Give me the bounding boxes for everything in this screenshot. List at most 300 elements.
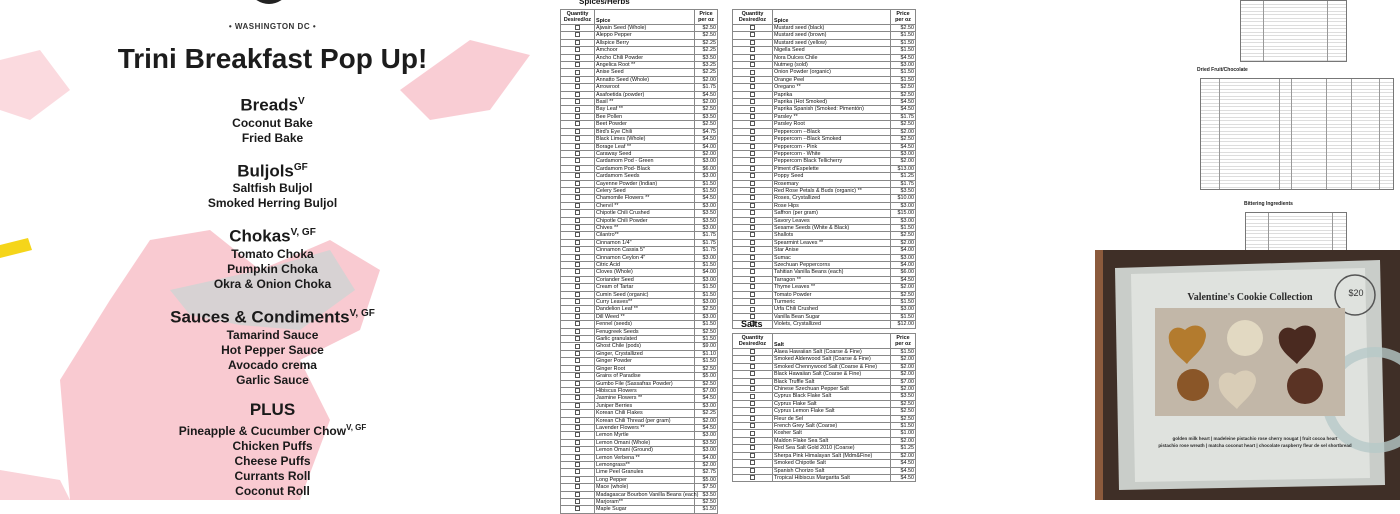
quantity-cell[interactable] xyxy=(561,491,595,498)
checkbox-icon[interactable] xyxy=(575,255,580,260)
quantity-cell[interactable] xyxy=(733,378,773,385)
checkbox-icon[interactable] xyxy=(750,284,755,289)
checkbox-icon[interactable] xyxy=(575,440,580,445)
checkbox-icon[interactable] xyxy=(575,299,580,304)
quantity-cell[interactable] xyxy=(561,173,595,180)
checkbox-icon[interactable] xyxy=(750,70,755,75)
checkbox-icon[interactable] xyxy=(750,401,755,406)
checkbox-icon[interactable] xyxy=(575,484,580,489)
quantity-cell[interactable] xyxy=(561,202,595,209)
table-row xyxy=(733,187,916,194)
quantity-cell[interactable] xyxy=(733,202,773,209)
table-row xyxy=(733,91,916,98)
quantity-cell[interactable] xyxy=(561,306,595,313)
checkbox-icon[interactable] xyxy=(575,121,580,126)
item-name: Juniper Berries xyxy=(595,402,695,409)
quantity-cell[interactable] xyxy=(733,371,773,378)
quantity-cell[interactable] xyxy=(561,150,595,157)
checkbox-icon[interactable] xyxy=(575,269,580,274)
checkbox-icon[interactable] xyxy=(575,158,580,163)
checkbox-icon[interactable] xyxy=(750,181,755,186)
checkbox-icon[interactable] xyxy=(575,344,580,349)
checkbox-icon[interactable] xyxy=(575,166,580,171)
quantity-cell[interactable] xyxy=(561,143,595,150)
table-row xyxy=(561,439,718,446)
checkbox-icon[interactable] xyxy=(575,151,580,156)
col-price: Price per oz xyxy=(891,334,916,349)
quantity-cell[interactable] xyxy=(561,432,595,439)
checkbox-icon[interactable] xyxy=(750,151,755,156)
checkbox-icon[interactable] xyxy=(575,40,580,45)
checkbox-icon[interactable] xyxy=(575,403,580,408)
quantity-cell[interactable] xyxy=(561,469,595,476)
checkbox-icon[interactable] xyxy=(750,438,755,443)
quantity-cell[interactable] xyxy=(561,210,595,217)
checkbox-icon[interactable] xyxy=(750,394,755,399)
checkbox-icon[interactable] xyxy=(750,292,755,297)
checkbox-icon[interactable] xyxy=(750,408,755,413)
checkbox-icon[interactable] xyxy=(575,55,580,60)
checkbox-icon[interactable] xyxy=(575,381,580,386)
quantity-cell[interactable] xyxy=(733,306,773,313)
checkbox-icon[interactable] xyxy=(750,225,755,230)
checkbox-icon[interactable] xyxy=(575,240,580,245)
quantity-cell[interactable] xyxy=(561,128,595,135)
quantity-cell[interactable] xyxy=(561,365,595,372)
item-price: $2.50 xyxy=(695,32,718,39)
item-price: $3.00 xyxy=(695,402,718,409)
checkbox-icon[interactable] xyxy=(750,349,755,354)
checkbox-icon[interactable] xyxy=(750,277,755,282)
quantity-cell[interactable] xyxy=(561,380,595,387)
quantity-cell[interactable] xyxy=(561,395,595,402)
checkbox-icon[interactable] xyxy=(750,453,755,458)
item-name: Vanilla Bean Sugar xyxy=(773,313,891,320)
quantity-cell[interactable] xyxy=(733,363,773,370)
quantity-cell[interactable] xyxy=(561,25,595,32)
item-name: Peppercorn --Black xyxy=(773,128,891,135)
item-price: $13.00 xyxy=(891,165,916,172)
quantity-cell[interactable] xyxy=(733,39,773,46)
quantity-cell[interactable] xyxy=(561,32,595,39)
checkbox-icon[interactable] xyxy=(575,499,580,504)
table-row xyxy=(561,299,718,306)
checkbox-icon[interactable] xyxy=(750,40,755,45)
quantity-cell[interactable] xyxy=(561,187,595,194)
checkbox-icon[interactable] xyxy=(575,351,580,356)
checkbox-icon[interactable] xyxy=(575,506,580,511)
item-price: $2.50 xyxy=(695,365,718,372)
city-label: • WASHINGTON DC • xyxy=(228,22,317,31)
checkbox-icon[interactable] xyxy=(575,358,580,363)
quantity-cell[interactable] xyxy=(733,284,773,291)
checkbox-icon[interactable] xyxy=(575,477,580,482)
quantity-cell[interactable] xyxy=(733,386,773,393)
checkbox-icon[interactable] xyxy=(750,144,755,149)
quantity-cell[interactable] xyxy=(561,269,595,276)
spices-heading: Spices/Herbs xyxy=(579,0,630,6)
checkbox-icon[interactable] xyxy=(750,92,755,97)
checkbox-icon[interactable] xyxy=(750,307,755,312)
checkbox-icon[interactable] xyxy=(750,129,755,134)
item-name: Gumbo File (Sassafras Powder) xyxy=(595,380,695,387)
quantity-cell[interactable] xyxy=(733,106,773,113)
item-price: $1.50 xyxy=(695,336,718,343)
quantity-cell[interactable] xyxy=(561,461,595,468)
quantity-cell[interactable] xyxy=(561,350,595,357)
checkbox-icon[interactable] xyxy=(750,136,755,141)
checkbox-icon[interactable] xyxy=(750,386,755,391)
checkbox-icon[interactable] xyxy=(750,55,755,60)
quantity-cell[interactable] xyxy=(733,158,773,165)
quantity-cell[interactable] xyxy=(733,25,773,32)
quantity-cell[interactable] xyxy=(561,313,595,320)
quantity-cell[interactable] xyxy=(733,247,773,254)
checkbox-icon[interactable] xyxy=(750,475,755,480)
quantity-cell[interactable] xyxy=(561,387,595,394)
quantity-cell[interactable] xyxy=(733,128,773,135)
quantity-cell[interactable] xyxy=(561,336,595,343)
item-price: $2.50 xyxy=(891,408,916,415)
quantity-cell[interactable] xyxy=(561,424,595,431)
checkbox-icon[interactable] xyxy=(575,388,580,393)
quantity-cell[interactable] xyxy=(561,47,595,54)
checkbox-icon[interactable] xyxy=(575,410,580,415)
quantity-cell[interactable] xyxy=(733,121,773,128)
item-name: Nutmeg (sold) xyxy=(773,62,891,69)
quantity-cell[interactable] xyxy=(561,484,595,491)
checkbox-icon[interactable] xyxy=(750,240,755,245)
checkbox-icon[interactable] xyxy=(575,492,580,497)
checkbox-icon[interactable] xyxy=(750,416,755,421)
quantity-cell[interactable] xyxy=(733,54,773,61)
checkbox-icon[interactable] xyxy=(750,255,755,260)
quantity-cell[interactable] xyxy=(561,439,595,446)
quantity-cell[interactable] xyxy=(733,460,773,467)
checkbox-icon[interactable] xyxy=(575,284,580,289)
item-price: $4.50 xyxy=(695,395,718,402)
quantity-cell[interactable] xyxy=(733,113,773,120)
item-price: $1.50 xyxy=(891,313,916,320)
table-row xyxy=(733,121,916,128)
checkbox-icon[interactable] xyxy=(575,247,580,252)
quantity-cell[interactable] xyxy=(561,91,595,98)
checkbox-icon[interactable] xyxy=(575,25,580,30)
checkbox-icon[interactable] xyxy=(575,173,580,178)
item-name: Cinnamon 1/4" xyxy=(595,239,695,246)
quantity-cell[interactable] xyxy=(561,106,595,113)
quantity-cell[interactable] xyxy=(561,224,595,231)
checkbox-icon[interactable] xyxy=(575,262,580,267)
checkbox-icon[interactable] xyxy=(575,218,580,223)
checkbox-icon[interactable] xyxy=(750,62,755,67)
quantity-cell[interactable] xyxy=(733,217,773,224)
checkbox-icon[interactable] xyxy=(750,247,755,252)
item-name: Violets, Crystallized xyxy=(773,321,891,328)
checkbox-icon[interactable] xyxy=(575,203,580,208)
checkbox-icon[interactable] xyxy=(575,181,580,186)
quantity-cell[interactable] xyxy=(733,143,773,150)
quantity-cell[interactable] xyxy=(733,356,773,363)
quantity-cell[interactable] xyxy=(561,454,595,461)
checkbox-icon[interactable] xyxy=(575,92,580,97)
table-row xyxy=(733,143,916,150)
quantity-cell[interactable] xyxy=(561,291,595,298)
checkbox-icon[interactable] xyxy=(575,136,580,141)
checkbox-icon[interactable] xyxy=(575,418,580,423)
checkbox-icon[interactable] xyxy=(750,445,755,450)
quantity-cell[interactable] xyxy=(733,408,773,415)
item-price: $4.00 xyxy=(695,269,718,276)
quantity-cell[interactable] xyxy=(733,195,773,202)
checkbox-icon[interactable] xyxy=(575,77,580,82)
item-price: $3.00 xyxy=(695,313,718,320)
checkbox-icon[interactable] xyxy=(750,158,755,163)
quantity-cell[interactable] xyxy=(561,506,595,513)
table-row xyxy=(561,232,718,239)
quantity-cell[interactable] xyxy=(561,343,595,350)
quantity-cell[interactable] xyxy=(561,276,595,283)
checkbox-icon[interactable] xyxy=(575,314,580,319)
menu-item: Pumpkin Choka xyxy=(227,261,318,276)
quantity-cell[interactable] xyxy=(561,39,595,46)
checkbox-icon[interactable] xyxy=(750,99,755,104)
table-row xyxy=(733,195,916,202)
quantity-cell[interactable] xyxy=(561,99,595,106)
quantity-cell[interactable] xyxy=(733,254,773,261)
item-name: Urfa Chili Crushed xyxy=(773,306,891,313)
quantity-cell[interactable] xyxy=(733,430,773,437)
quantity-cell[interactable] xyxy=(561,158,595,165)
item-name: Fennel (seeds) xyxy=(595,321,695,328)
checkbox-icon[interactable] xyxy=(575,114,580,119)
checkbox-icon[interactable] xyxy=(575,232,580,237)
checkbox-icon[interactable] xyxy=(575,373,580,378)
checkbox-icon[interactable] xyxy=(575,107,580,112)
quantity-cell[interactable] xyxy=(733,423,773,430)
quantity-cell[interactable] xyxy=(561,321,595,328)
checkbox-icon[interactable] xyxy=(575,144,580,149)
quantity-cell[interactable] xyxy=(561,239,595,246)
checkbox-icon[interactable] xyxy=(750,32,755,37)
checkbox-icon[interactable] xyxy=(575,329,580,334)
quantity-cell[interactable] xyxy=(561,262,595,269)
quantity-cell[interactable] xyxy=(733,467,773,474)
checkbox-icon[interactable] xyxy=(575,210,580,215)
checkbox-icon[interactable] xyxy=(575,336,580,341)
item-price: $1.50 xyxy=(891,423,916,430)
item-name: Chipotle Chili Powder xyxy=(595,217,695,224)
item-name: Sesame Seeds (White & Black) xyxy=(773,224,891,231)
quantity-cell[interactable] xyxy=(733,415,773,422)
quantity-cell[interactable] xyxy=(733,47,773,54)
quantity-cell[interactable] xyxy=(733,452,773,459)
quantity-cell[interactable] xyxy=(561,195,595,202)
table-row xyxy=(561,350,718,357)
quantity-cell[interactable] xyxy=(733,299,773,306)
item-name: Lemon Verbena ** xyxy=(595,454,695,461)
checkbox-icon[interactable] xyxy=(575,366,580,371)
checkbox-icon[interactable] xyxy=(575,47,580,52)
table-row xyxy=(561,506,718,513)
item-name: Saffron (per gram) xyxy=(773,210,891,217)
checkbox-icon[interactable] xyxy=(750,262,755,267)
quantity-cell[interactable] xyxy=(561,180,595,187)
checkbox-icon[interactable] xyxy=(750,364,755,369)
checkbox-icon[interactable] xyxy=(750,232,755,237)
checkbox-icon[interactable] xyxy=(750,203,755,208)
item-name: Mustard seed (black) xyxy=(773,25,891,32)
checkbox-icon[interactable] xyxy=(750,269,755,274)
checkbox-icon[interactable] xyxy=(750,173,755,178)
checkbox-icon[interactable] xyxy=(750,25,755,30)
item-price: $3.00 xyxy=(891,254,916,261)
checkbox-icon[interactable] xyxy=(750,218,755,223)
quantity-cell[interactable] xyxy=(733,262,773,269)
item-name: Allspice Berry xyxy=(595,39,695,46)
quantity-cell[interactable] xyxy=(561,254,595,261)
checkbox-icon[interactable] xyxy=(750,210,755,215)
item-price: $3.00 xyxy=(695,158,718,165)
quantity-cell[interactable] xyxy=(733,136,773,143)
quantity-cell[interactable] xyxy=(561,476,595,483)
checkbox-icon[interactable] xyxy=(575,99,580,104)
checkbox-icon[interactable] xyxy=(750,423,755,428)
checkbox-icon[interactable] xyxy=(750,114,755,119)
quantity-cell[interactable] xyxy=(561,417,595,424)
quantity-cell[interactable] xyxy=(733,349,773,356)
quantity-cell[interactable] xyxy=(733,232,773,239)
checkbox-icon[interactable] xyxy=(575,455,580,460)
checkbox-icon[interactable] xyxy=(575,84,580,89)
quantity-cell[interactable] xyxy=(561,165,595,172)
quantity-cell[interactable] xyxy=(561,328,595,335)
checkbox-icon[interactable] xyxy=(575,188,580,193)
quantity-cell[interactable] xyxy=(733,84,773,91)
checkbox-icon[interactable] xyxy=(575,447,580,452)
quantity-cell[interactable] xyxy=(561,373,595,380)
item-name: Black Limes (Whole) xyxy=(595,136,695,143)
quantity-cell[interactable] xyxy=(561,402,595,409)
checkbox-icon[interactable] xyxy=(750,188,755,193)
quantity-cell[interactable] xyxy=(733,269,773,276)
quantity-cell[interactable] xyxy=(733,32,773,39)
quantity-cell[interactable] xyxy=(561,232,595,239)
quantity-cell[interactable] xyxy=(561,358,595,365)
quantity-cell[interactable] xyxy=(733,224,773,231)
checkbox-icon[interactable] xyxy=(575,395,580,400)
checkbox-icon[interactable] xyxy=(750,468,755,473)
quantity-cell[interactable] xyxy=(561,76,595,83)
checkbox-icon[interactable] xyxy=(750,460,755,465)
quantity-cell[interactable] xyxy=(733,445,773,452)
checkbox-icon[interactable] xyxy=(750,84,755,89)
checkbox-icon[interactable] xyxy=(575,70,580,75)
quantity-cell[interactable] xyxy=(561,410,595,417)
quantity-cell[interactable] xyxy=(733,187,773,194)
quantity-cell[interactable] xyxy=(561,136,595,143)
checkbox-icon[interactable] xyxy=(750,107,755,112)
quantity-cell[interactable] xyxy=(561,84,595,91)
item-price: $2.50 xyxy=(695,121,718,128)
table-row xyxy=(733,128,916,135)
quantity-cell[interactable] xyxy=(561,284,595,291)
checkbox-icon[interactable] xyxy=(575,307,580,312)
quantity-cell[interactable] xyxy=(733,91,773,98)
table-row xyxy=(733,84,916,91)
checkbox-icon[interactable] xyxy=(575,462,580,467)
quantity-cell[interactable] xyxy=(733,62,773,69)
checkbox-icon[interactable] xyxy=(575,425,580,430)
item-name: Anise Seed xyxy=(595,69,695,76)
checkbox-icon[interactable] xyxy=(750,299,755,304)
quantity-cell[interactable] xyxy=(733,69,773,76)
quantity-cell[interactable] xyxy=(733,165,773,172)
menu-item: Currants Roll xyxy=(234,468,311,483)
quantity-cell[interactable] xyxy=(733,474,773,481)
quantity-cell[interactable] xyxy=(733,437,773,444)
checkbox-icon[interactable] xyxy=(750,431,755,436)
quantity-cell[interactable] xyxy=(733,173,773,180)
checkbox-icon[interactable] xyxy=(750,47,755,52)
item-price: $1.75 xyxy=(695,239,718,246)
checkbox-icon[interactable] xyxy=(750,195,755,200)
checkbox-icon[interactable] xyxy=(575,195,580,200)
checkbox-icon[interactable] xyxy=(575,292,580,297)
quantity-cell[interactable] xyxy=(561,247,595,254)
quantity-cell[interactable] xyxy=(733,210,773,217)
quantity-cell[interactable] xyxy=(561,499,595,506)
quantity-cell[interactable] xyxy=(561,54,595,61)
checkbox-icon[interactable] xyxy=(575,62,580,67)
quantity-cell[interactable] xyxy=(733,393,773,400)
quantity-cell[interactable] xyxy=(733,150,773,157)
quantity-cell[interactable] xyxy=(733,276,773,283)
quantity-cell[interactable] xyxy=(733,76,773,83)
quantity-cell[interactable] xyxy=(561,69,595,76)
checkbox-icon[interactable] xyxy=(575,432,580,437)
quantity-cell[interactable] xyxy=(561,217,595,224)
checkbox-icon[interactable] xyxy=(575,225,580,230)
quantity-cell[interactable] xyxy=(733,180,773,187)
checkbox-icon[interactable] xyxy=(750,356,755,361)
quantity-cell[interactable] xyxy=(561,447,595,454)
item-name: Red Rose Petals & Buds (organic) ** xyxy=(773,187,891,194)
quantity-cell[interactable] xyxy=(561,299,595,306)
quantity-cell[interactable] xyxy=(561,121,595,128)
item-name: Paprika xyxy=(773,91,891,98)
checkbox-icon[interactable] xyxy=(575,321,580,326)
table-row xyxy=(561,499,718,506)
quantity-cell[interactable] xyxy=(561,62,595,69)
quantity-cell[interactable] xyxy=(733,239,773,246)
checkbox-icon[interactable] xyxy=(575,129,580,134)
checkbox-icon[interactable] xyxy=(575,277,580,282)
quantity-cell[interactable] xyxy=(733,99,773,106)
checkbox-icon[interactable] xyxy=(750,166,755,171)
quantity-cell[interactable] xyxy=(733,400,773,407)
table-row xyxy=(561,410,718,417)
checkbox-icon[interactable] xyxy=(575,32,580,37)
checkbox-icon[interactable] xyxy=(750,121,755,126)
checkbox-icon[interactable] xyxy=(750,379,755,384)
item-price: $7.00 xyxy=(891,378,916,385)
checkbox-icon[interactable] xyxy=(750,371,755,376)
checkbox-icon[interactable] xyxy=(750,77,755,82)
quantity-cell[interactable] xyxy=(561,113,595,120)
quantity-cell[interactable] xyxy=(733,291,773,298)
checkbox-icon[interactable] xyxy=(575,469,580,474)
